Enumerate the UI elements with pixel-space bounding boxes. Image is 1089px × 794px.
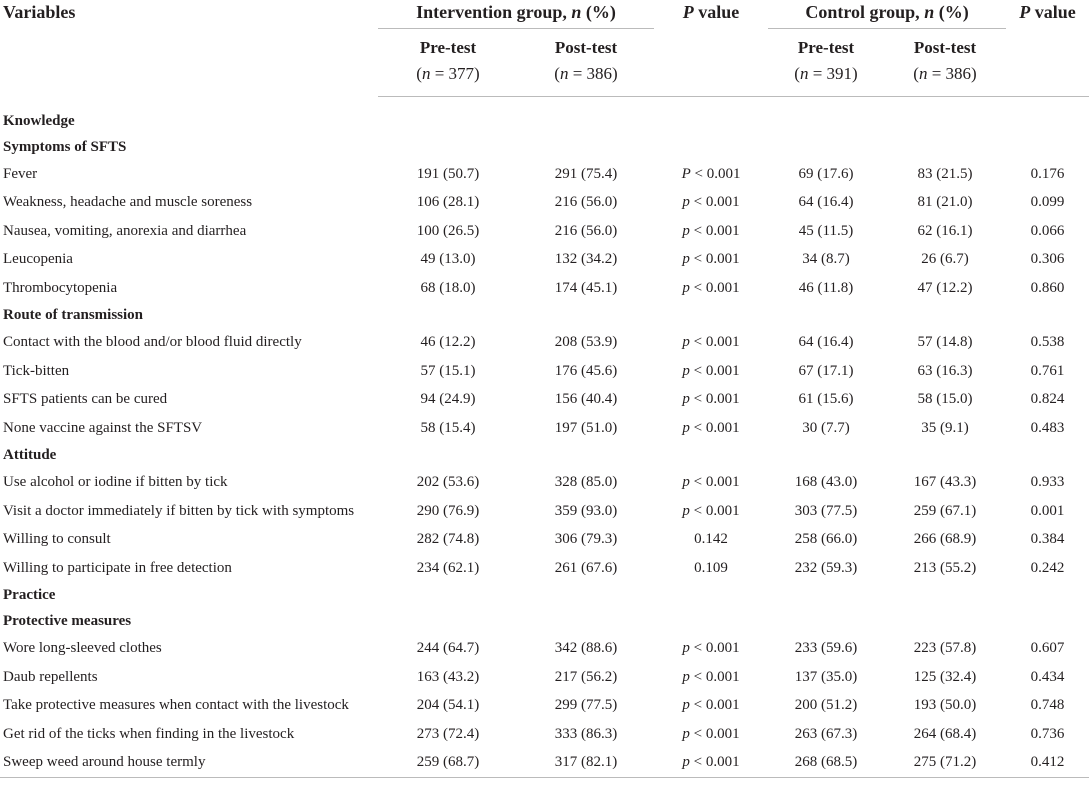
control-p-value-cell: 0.736 (1030, 725, 1065, 742)
control-pre-cell: 258 (66.0) (794, 531, 858, 548)
control-p-value-cell: 0.242 (1030, 559, 1065, 576)
variables-header: Variables (3, 2, 76, 22)
variable-label: Weakness, headache and muscle soreness (3, 194, 253, 211)
table-row (0, 160, 1089, 189)
intervention-pre-cell: 282 (74.8) (416, 531, 480, 548)
table-row (0, 246, 1089, 275)
control-pre-cell: 30 (7.7) (802, 419, 850, 436)
intervention-pre-cell: 202 (53.6) (416, 474, 480, 491)
intervention-pre-cell: 204 (54.1) (416, 697, 480, 714)
control-post-cell: 47 (12.2) (917, 279, 973, 296)
control-pre-cell: 67 (17.1) (798, 362, 854, 379)
section-heading-row (0, 134, 1089, 160)
intervention-p-value-cell: p < 0.001 (682, 668, 740, 685)
control-p-value-cell: 0.607 (1030, 640, 1065, 657)
table-row (0, 274, 1089, 303)
control-pre-cell: 45 (11.5) (798, 222, 854, 239)
control-p-value-cell: 0.933 (1030, 474, 1065, 491)
variable-label: Get rid of the ticks when finding in the livestock (3, 725, 295, 742)
section-heading: Protective measures (3, 613, 132, 629)
section-heading-row (0, 583, 1089, 609)
control-post-cell: 266 (68.9) (913, 531, 977, 548)
section-heading: Attitude (3, 447, 57, 463)
control-post-cell: 259 (67.1) (913, 502, 977, 519)
intervention-p-value-cell: p < 0.001 (682, 334, 740, 351)
variable-label: Leucopenia (3, 251, 73, 268)
intervention-group-label: Intervention group, n (%) (416, 2, 616, 22)
control-post-cell: 58 (15.0) (917, 391, 973, 408)
control-pre-cell: 137 (35.0) (794, 668, 858, 685)
intervention-post-cell: 306 (79.3) (554, 531, 618, 548)
control-pre-cell: 263 (67.3) (794, 725, 858, 742)
intervention-post-cell: 261 (67.6) (554, 559, 618, 576)
control-post-cell: 35 (9.1) (921, 419, 969, 436)
control-pre-test-header: Pre-test (n = 391) (768, 29, 884, 97)
section-heading-row (0, 108, 1089, 134)
control-pre-cell: 268 (68.5) (768, 749, 884, 778)
control-post-cell: 264 (68.4) (913, 725, 977, 742)
control-pre-cell: 303 (77.5) (794, 502, 858, 519)
control-pre-cell: 61 (15.6) (798, 391, 854, 408)
table-row (0, 386, 1089, 415)
table-row (0, 720, 1089, 749)
intervention-post-cell: 217 (56.2) (554, 668, 618, 685)
intervention-p-value-cell: p < 0.001 (682, 725, 740, 742)
intervention-pre-cell: 163 (43.2) (416, 668, 480, 685)
intervention-p-value-cell: p < 0.001 (682, 419, 740, 436)
control-pre-cell: 64 (16.4) (798, 334, 854, 351)
variable-label: Willing to participate in free detection (3, 559, 232, 576)
variable-label: Visit a doctor immediately if bitten by tick with symptoms (3, 502, 355, 519)
intervention-post-cell: 359 (93.0) (554, 502, 618, 519)
intervention-pre-cell: 49 (13.0) (420, 251, 476, 268)
section-heading: Route of transmission (3, 307, 144, 323)
control-post-cell: 62 (16.1) (917, 222, 973, 239)
intervention-p-value-cell: p < 0.001 (682, 279, 740, 296)
intervention-pre-cell: 100 (26.5) (416, 222, 480, 239)
control-post-cell: 26 (6.7) (921, 251, 969, 268)
control-group-label: Control group, n (%) (805, 2, 969, 22)
intervention-post-cell: 299 (77.5) (554, 697, 618, 714)
intervention-pre-cell: 106 (28.1) (416, 194, 480, 211)
control-post-cell: 223 (57.8) (913, 640, 977, 657)
intervention-pre-cell: 273 (72.4) (416, 725, 480, 742)
control-pre-cell: 69 (17.6) (798, 165, 854, 182)
intervention-p-value-cell: p < 0.001 (654, 749, 768, 778)
intervention-post-cell: 342 (88.6) (554, 640, 618, 657)
intervention-post-cell: 174 (45.1) (554, 279, 618, 296)
control-pre-cell: 34 (8.7) (802, 251, 850, 268)
control-post-cell: 213 (55.2) (913, 559, 977, 576)
control-p-value-cell: 0.176 (1030, 165, 1065, 182)
variable-label: Use alcohol or iodine if bitten by tick (3, 474, 228, 491)
control-p-value-cell: 0.748 (1030, 697, 1065, 714)
table-row (0, 414, 1089, 443)
table-row (0, 554, 1089, 583)
control-p-value-cell: 0.001 (1030, 502, 1065, 519)
intervention-pre-cell: 259 (68.7) (378, 749, 518, 778)
control-group-header (768, 0, 1006, 29)
intervention-pre-cell: 94 (24.9) (420, 391, 476, 408)
variable-label: Sweep weed around house termly (0, 749, 378, 778)
control-pre-cell: 64 (16.4) (798, 194, 854, 211)
intervention-post-cell: 216 (56.0) (554, 222, 618, 239)
intervention-p-value-cell: p < 0.001 (682, 251, 740, 268)
intervention-post-cell: 291 (75.4) (554, 165, 618, 182)
intervention-post-cell: 216 (56.0) (554, 194, 618, 211)
control-p-value-cell: 0.066 (1030, 222, 1065, 239)
table-row (0, 526, 1089, 555)
table-row (0, 663, 1089, 692)
control-p-value-cell: 0.483 (1030, 419, 1065, 436)
intervention-p-value-cell: p < 0.001 (682, 502, 740, 519)
table-row (0, 692, 1089, 721)
section-heading-row (0, 609, 1089, 635)
variable-label: Willing to consult (3, 531, 111, 548)
variable-label: Daub repellents (3, 668, 98, 685)
table-row (0, 497, 1089, 526)
variable-label: Nausea, vomiting, anorexia and diarrhea (3, 222, 247, 239)
variable-label: Contact with the blood and/or blood fluid directly (3, 334, 302, 351)
intervention-pre-cell: 191 (50.7) (416, 165, 480, 182)
control-pre-cell: 46 (11.8) (798, 279, 854, 296)
intervention-pre-cell: 234 (62.1) (416, 559, 480, 576)
control-post-cell: 125 (32.4) (913, 668, 977, 685)
intervention-p-value-cell: p < 0.001 (682, 474, 740, 491)
intervention-p-value-cell: P < 0.001 (681, 165, 741, 182)
intervention-pre-test-header: Pre-test (n = 377) (378, 29, 518, 97)
intervention-p-value-cell: 0.109 (694, 559, 728, 576)
table-body (0, 97, 1089, 778)
control-post-cell: 167 (43.3) (913, 474, 977, 491)
intervention-p-value-cell: p < 0.001 (682, 640, 740, 657)
control-post-cell: 57 (14.8) (917, 334, 973, 351)
control-pre-cell: 232 (59.3) (794, 559, 858, 576)
table-row (0, 189, 1089, 218)
control-p-value-cell: 0.384 (1030, 531, 1065, 548)
section-heading: Symptoms of SFTS (3, 138, 127, 155)
control-post-cell: 81 (21.0) (917, 194, 973, 211)
control-post-test-header: Post-test (n = 386) (884, 29, 1006, 97)
intervention-pre-cell: 46 (12.2) (420, 334, 476, 351)
intervention-p-value-cell: p < 0.001 (682, 362, 740, 379)
section-heading-row (0, 303, 1089, 329)
intervention-post-cell: 132 (34.2) (554, 251, 618, 268)
control-pre-cell: 233 (59.6) (794, 640, 858, 657)
table-header (0, 0, 1089, 97)
table-row (0, 635, 1089, 664)
intervention-post-test-header: Post-test (n = 386) (518, 29, 654, 97)
intervention-post-cell: 333 (86.3) (554, 725, 618, 742)
intervention-post-cell: 328 (85.0) (554, 474, 618, 491)
control-post-cell: 193 (50.0) (913, 697, 977, 714)
control-post-cell: 83 (21.5) (917, 165, 973, 182)
variable-label: Fever (3, 165, 38, 182)
intervention-p-value-cell: 0.142 (694, 531, 728, 548)
intervention-p-value-cell: p < 0.001 (682, 697, 740, 714)
intervention-p-value-header: P value (654, 0, 768, 97)
intervention-post-cell: 176 (45.6) (554, 362, 618, 379)
variable-label: None vaccine against the SFTSV (3, 419, 203, 436)
control-p-value-cell: 0.824 (1030, 391, 1065, 408)
control-p-value-cell: 0.412 (1006, 749, 1089, 778)
intervention-post-cell: 156 (40.4) (554, 391, 618, 408)
intervention-p-value-cell: p < 0.001 (682, 222, 740, 239)
intervention-pre-cell: 68 (18.0) (420, 279, 476, 296)
variable-label: Wore long-sleeved clothes (3, 640, 162, 657)
intervention-post-cell: 197 (51.0) (554, 419, 618, 436)
table-row (0, 469, 1089, 498)
control-p-value-header: P value (1006, 0, 1089, 97)
control-post-cell: 275 (71.2) (884, 749, 1006, 778)
control-p-value-cell: 0.538 (1030, 334, 1065, 351)
intervention-pre-cell: 290 (76.9) (416, 502, 480, 519)
table-row (0, 749, 1089, 778)
section-heading: Practice (3, 587, 56, 603)
intervention-p-value-cell: p < 0.001 (682, 391, 740, 408)
intervention-pre-cell: 57 (15.1) (420, 362, 476, 379)
control-pre-cell: 200 (51.2) (794, 697, 858, 714)
section-heading: Knowledge (3, 112, 75, 129)
control-p-value-cell: 0.306 (1030, 251, 1065, 268)
table-row (0, 329, 1089, 358)
intervention-post-cell: 317 (82.1) (518, 749, 654, 778)
variable-label: Thrombocytopenia (3, 279, 118, 296)
table-row (0, 357, 1089, 386)
variable-label: SFTS patients can be cured (3, 391, 168, 408)
table-row (0, 217, 1089, 246)
control-post-cell: 63 (16.3) (917, 362, 973, 379)
section-heading-row (0, 443, 1089, 469)
control-pre-cell: 168 (43.0) (794, 474, 858, 491)
intervention-pre-cell: 244 (64.7) (416, 640, 480, 657)
control-p-value-cell: 0.860 (1030, 279, 1065, 296)
variable-label: Take protective measures when contact with the livestock (3, 697, 349, 714)
control-p-value-cell: 0.761 (1030, 362, 1065, 379)
intervention-post-cell: 208 (53.9) (554, 334, 618, 351)
intervention-p-value-cell: p < 0.001 (682, 194, 740, 211)
intervention-group-header (378, 0, 654, 29)
control-p-value-cell: 0.099 (1030, 194, 1065, 211)
intervention-pre-cell: 58 (15.4) (420, 419, 476, 436)
variable-label: Tick-bitten (3, 362, 70, 379)
control-p-value-cell: 0.434 (1030, 668, 1065, 685)
